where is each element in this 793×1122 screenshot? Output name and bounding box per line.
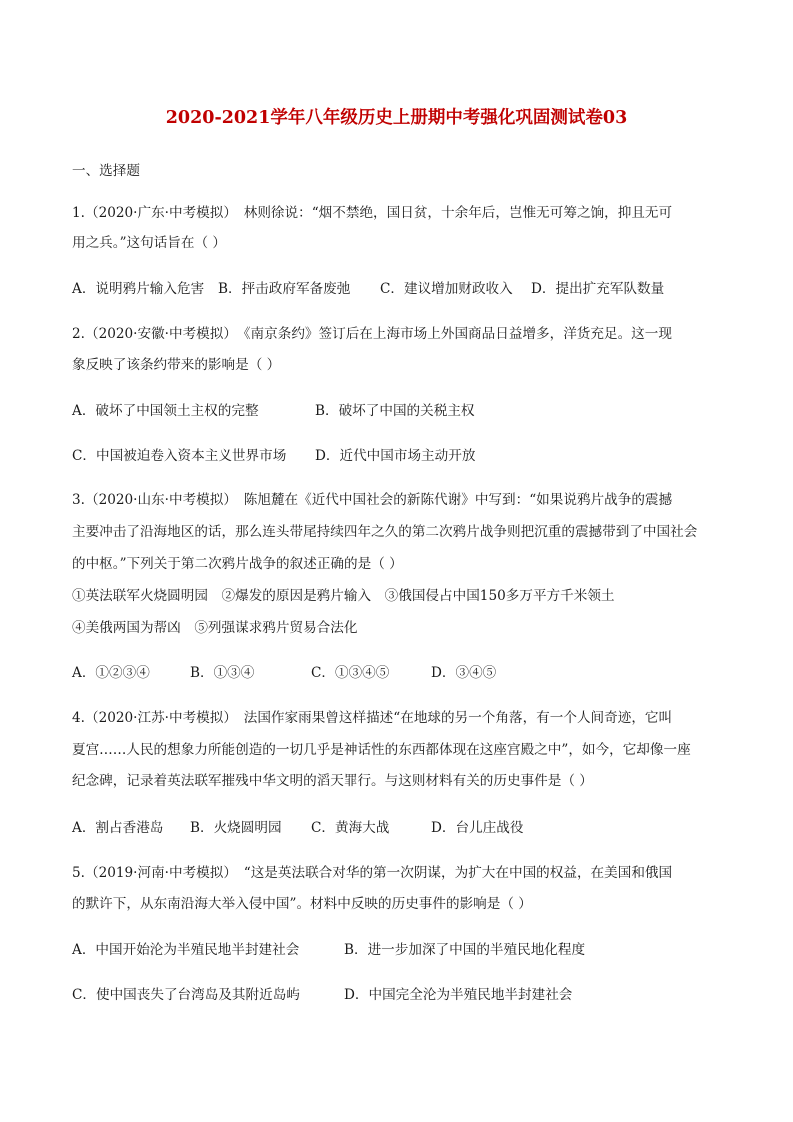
question-5-line-1: 5.（2019·河南·中考模拟） “这是英法联合对华的第一次阴谋，为扩大在中国的权益，在美国和俄国 — [72, 865, 673, 881]
question-2-option-b: B．破坏了中国的关税主权 — [315, 403, 475, 419]
question-2-option-c: C．中国被迫卷入资本主义世界市场 — [72, 448, 287, 464]
question-1-line-2: 用之兵。”这句话旨在（ ） — [72, 235, 227, 251]
question-4-option-c: C．黄海大战 — [311, 820, 390, 836]
question-4-line-1: 4.（2020·江苏·中考模拟） 法国作家雨果曾这样描述“在地球的另一个角落，有一个人间奇迹，它叫 — [72, 710, 673, 726]
question-3-line-1: 3.（2020·山东·中考模拟） 陈旭麓在《近代中国社会的新陈代谢》中写到：“如果说鸦片战争的震撼 — [72, 492, 673, 508]
question-3-statements-line-1: ①英法联军火烧圆明园 ②爆发的原因是鸦片输入 ③俄国侵占中国150多万平方千米领土 — [72, 588, 615, 604]
page-title: 2020-2021学年八年级历史上册期中考强化巩固测试卷03 — [165, 108, 628, 128]
question-5-option-d: D．中国完全沦为半殖民地半封建社会 — [344, 987, 573, 1003]
question-1-option-a: A．说明鸦片输入危害 — [72, 281, 205, 297]
question-4-line-2: 夏宫……人民的想象力所能创造的一切几乎是神话性的东西都体现在这座宫殿之中”，如今，它却像一座 — [72, 742, 691, 758]
question-1-option-c: C．建议增加财政收入 — [380, 281, 513, 297]
question-3-option-c: C．①③④⑤ — [311, 665, 390, 681]
question-5-option-b: B．进一步加深了中国的半殖民地化程度 — [344, 942, 586, 958]
question-2-option-d: D．近代中国市场主动开放 — [315, 448, 476, 464]
question-1-option-d: D．提出扩充军队数量 — [531, 281, 665, 297]
question-5-option-a: A．中国开始沦为半殖民地半封建社会 — [72, 942, 300, 958]
question-3-option-d: D．③④⑤ — [431, 665, 497, 681]
section-heading: 一、选择题 — [72, 163, 140, 179]
question-1-option-b: B．抨击政府军备废弛 — [218, 281, 351, 297]
question-4-option-d: D．台儿庄战役 — [431, 820, 524, 836]
question-3-option-a: A．①②③④ — [72, 665, 150, 681]
question-3-option-b: B．①③④ — [190, 665, 255, 681]
question-4-option-b: B．火烧圆明园 — [190, 820, 282, 836]
question-3-line-3: 的中枢。”下列关于第二次鸦片战争的叙述正确的是（ ） — [72, 556, 403, 572]
question-5-line-2: 的默许下，从东南沿海大举入侵中国”。材料中反映的历史事件的影响是（ ） — [72, 896, 532, 912]
question-3-line-2: 主要冲击了沿海地区的话，那么连头带尾持续四年之久的第二次鸦片战争则把沉重的震撼带到了中国社会 — [72, 524, 698, 540]
question-2-line-1: 2.（2020·安徽·中考模拟） 《南京条约》签订后在上海市场上外国商品日益增多，洋货充足。这一现 — [72, 326, 672, 342]
question-2-line-2: 象反映了该条约带来的影响是（ ） — [72, 357, 281, 373]
question-4-option-a: A．割占香港岛 — [72, 820, 164, 836]
question-2-option-a: A．破坏了中国领土主权的完整 — [72, 403, 259, 419]
question-4-line-3: 纪念碑，记录着英法联军摧残中华文明的滔天罪行。与这则材料有关的历史事件是（ ） — [72, 773, 593, 789]
question-3-statements-line-2: ④美俄两国为帮凶 ⑤列强谋求鸦片贸易合法化 — [72, 620, 358, 636]
question-1-line-1: 1.（2020·广东·中考模拟） 林则徐说：“烟不禁绝，国日贫，十余年后，岂惟无可筹之饷，抑且无可 — [72, 205, 673, 221]
question-5-option-c: C．使中国丧失了台湾岛及其附近岛屿 — [72, 987, 300, 1003]
